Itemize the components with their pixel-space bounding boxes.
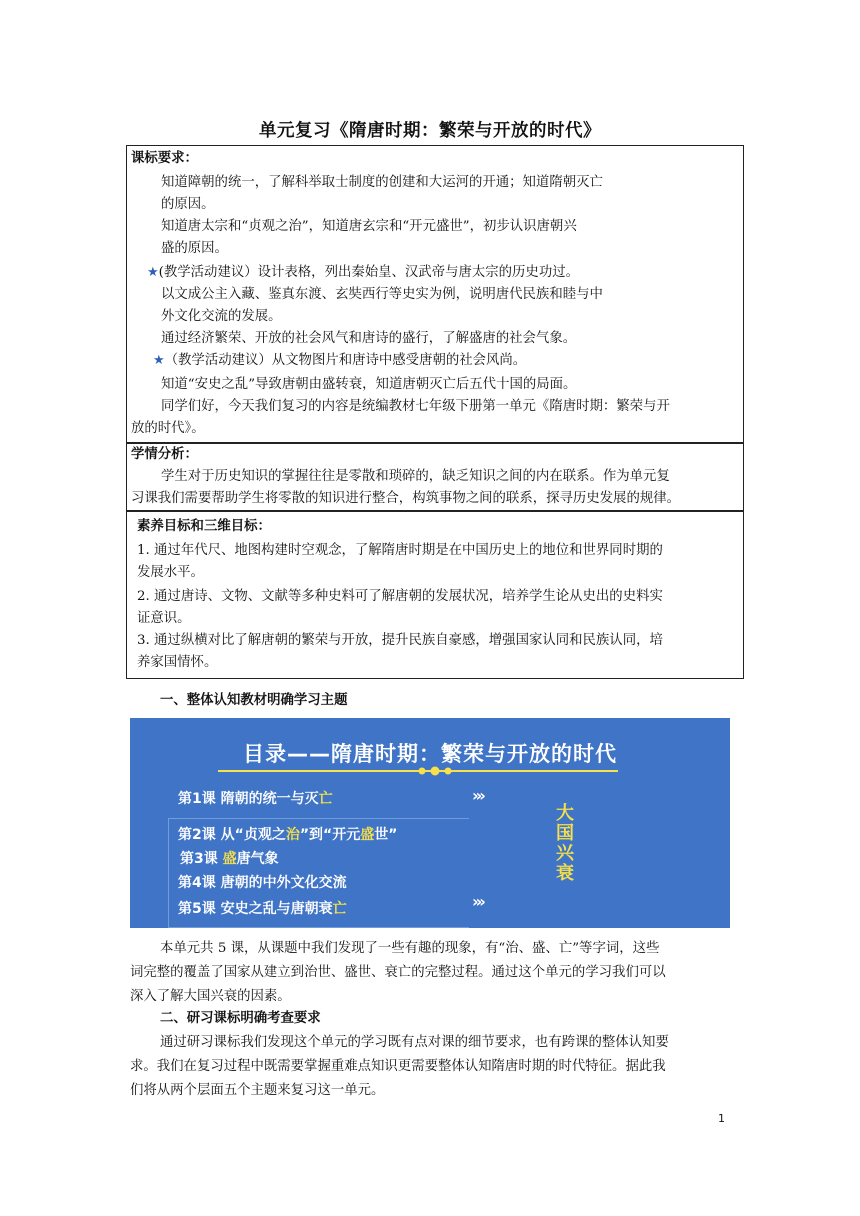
standards-line: 放的时代》。 xyxy=(131,421,205,436)
section-1-heading: 一、整体认知教材明确学习主题 xyxy=(160,693,348,708)
lesson-1: 第1课 隋朝的统一与灭亡 xyxy=(178,791,333,807)
side-char: 兴 xyxy=(556,843,574,864)
star-icon: ★ xyxy=(153,353,165,368)
goals-line: 养家国情怀。 xyxy=(137,655,218,670)
standards-line: 盛的原因。 xyxy=(161,241,228,256)
standards-line: 通过经济繁荣、开放的社会风气和唐诗的盛行，了解盛唐的社会气象。 xyxy=(161,331,577,346)
banner-title: 目录——隋唐时期：繁荣与开放的时代 xyxy=(243,742,617,766)
goals-line: 发展水平。 xyxy=(137,565,204,580)
arrows-icon: ››› xyxy=(472,892,483,911)
goals-heading: 素养目标和三维目标： xyxy=(137,519,271,534)
standards-line: 外文化交流的发展。 xyxy=(161,309,282,324)
paragraph-1-line: 本单元共 5 课，从课题中我们发现了一些有趣的现象，有“治、盛、亡”等字词，这些 xyxy=(160,941,660,956)
side-char: 衰 xyxy=(556,863,574,884)
paragraph-2-line: 们将从两个层面五个主题来复习这一单元。 xyxy=(130,1083,385,1098)
goals-line: 证意识。 xyxy=(137,611,191,626)
standards-activity-2: （教学活动建议）从文物图片和唐诗中感受唐朝的社会风尚。 xyxy=(164,353,527,368)
standards-line: 以文成公主入藏、鉴真东渡、玄奘西行等史实为例，说明唐代民族和睦与中 xyxy=(161,287,603,302)
page-title: 单元复习《隋唐时期：繁荣与开放的时代》 xyxy=(259,121,601,141)
standards-heading: 课标要求： xyxy=(131,151,198,166)
dots-ornament-icon xyxy=(410,761,460,781)
analysis-line: 习课我们需要帮助学生将零散的知识进行整合，构筑事物之间的联系，探寻历史发展的规律。 xyxy=(131,491,681,506)
goals-line: 2. 通过唐诗、文物、文献等多种史料可了解唐朝的发展状况，培养学生论从史出的史料实 xyxy=(137,589,663,604)
arrows-icon: ››› xyxy=(472,786,483,805)
standards-line: 同学们好，今天我们复习的内容是统编教材七年级下册第一单元《隋唐时期：繁荣与开 xyxy=(161,399,670,414)
standards-line xyxy=(153,350,526,372)
standards-activity-1: (教学活动建议）设计表格，列出秦始皇、汉武帝与唐太宗的历史功过。 xyxy=(158,265,579,280)
lesson-3: 第3课 盛唐气象 xyxy=(180,851,279,867)
page-number: 1 xyxy=(718,1112,725,1125)
standards-box xyxy=(126,145,744,443)
side-char: 国 xyxy=(556,823,574,844)
table-of-contents-banner xyxy=(130,718,730,928)
side-char: 大 xyxy=(556,803,574,824)
star-icon: ★ xyxy=(147,265,159,280)
analysis-line: 学生对于历史知识的掌握往往是零散和琐碎的，缺乏知识之间的内在联系。作为单元复 xyxy=(161,469,670,484)
analysis-box xyxy=(126,443,744,511)
goals-box xyxy=(126,511,744,679)
lesson-5: 第5课 安史之乱与唐朝衰亡 xyxy=(178,901,347,917)
analysis-heading: 学情分析： xyxy=(131,447,198,462)
goals-line: 1. 通过年代尺、地图构建时空观念，了解隋唐时期是在中国历史上的地位和世界同时期的 xyxy=(137,543,663,558)
lesson-4: 第4课 唐朝的中外文化交流 xyxy=(178,875,347,891)
paragraph-2-line: 通过研习课标我们发现这个单元的学习既有点对课的细节要求，也有跨课的整体认知要 xyxy=(160,1035,669,1050)
section-2-heading: 二、研习课标明确考查要求 xyxy=(160,1011,321,1026)
standards-line xyxy=(147,262,579,284)
standards-line: 知道唐太宗和“贞观之治”，知道唐玄宗和“开元盛世”，初步认识唐朝兴 xyxy=(161,219,577,234)
paragraph-1-line: 深入了解大国兴衰的因素。 xyxy=(130,989,291,1004)
standards-line: 知道“安史之乱”导致唐朝由盛转衰，知道唐朝灭亡后五代十国的局面。 xyxy=(161,377,577,392)
goals-line: 3. 通过纵横对比了解唐朝的繁荣与开放，提升民族自豪感，增强国家认同和民族认同，培 xyxy=(137,633,663,648)
standards-line: 的原因。 xyxy=(161,197,215,212)
standards-line: 知道障朝的统一，了解科举取士制度的创建和大运河的开通；知道隋朝灭亡 xyxy=(161,175,603,190)
paragraph-1-line: 词完整的覆盖了国家从建立到治世、盛世、衰亡的完整过程。通过这个单元的学习我们可以 xyxy=(130,965,666,980)
paragraph-2-line: 求。我们在复习过程中既需要掌握重难点知识更需要整体认知隋唐时期的时代特征。据此我 xyxy=(130,1059,666,1074)
lesson-2: 第2课 从“贞观之治”到“开元盛世” xyxy=(178,827,398,843)
